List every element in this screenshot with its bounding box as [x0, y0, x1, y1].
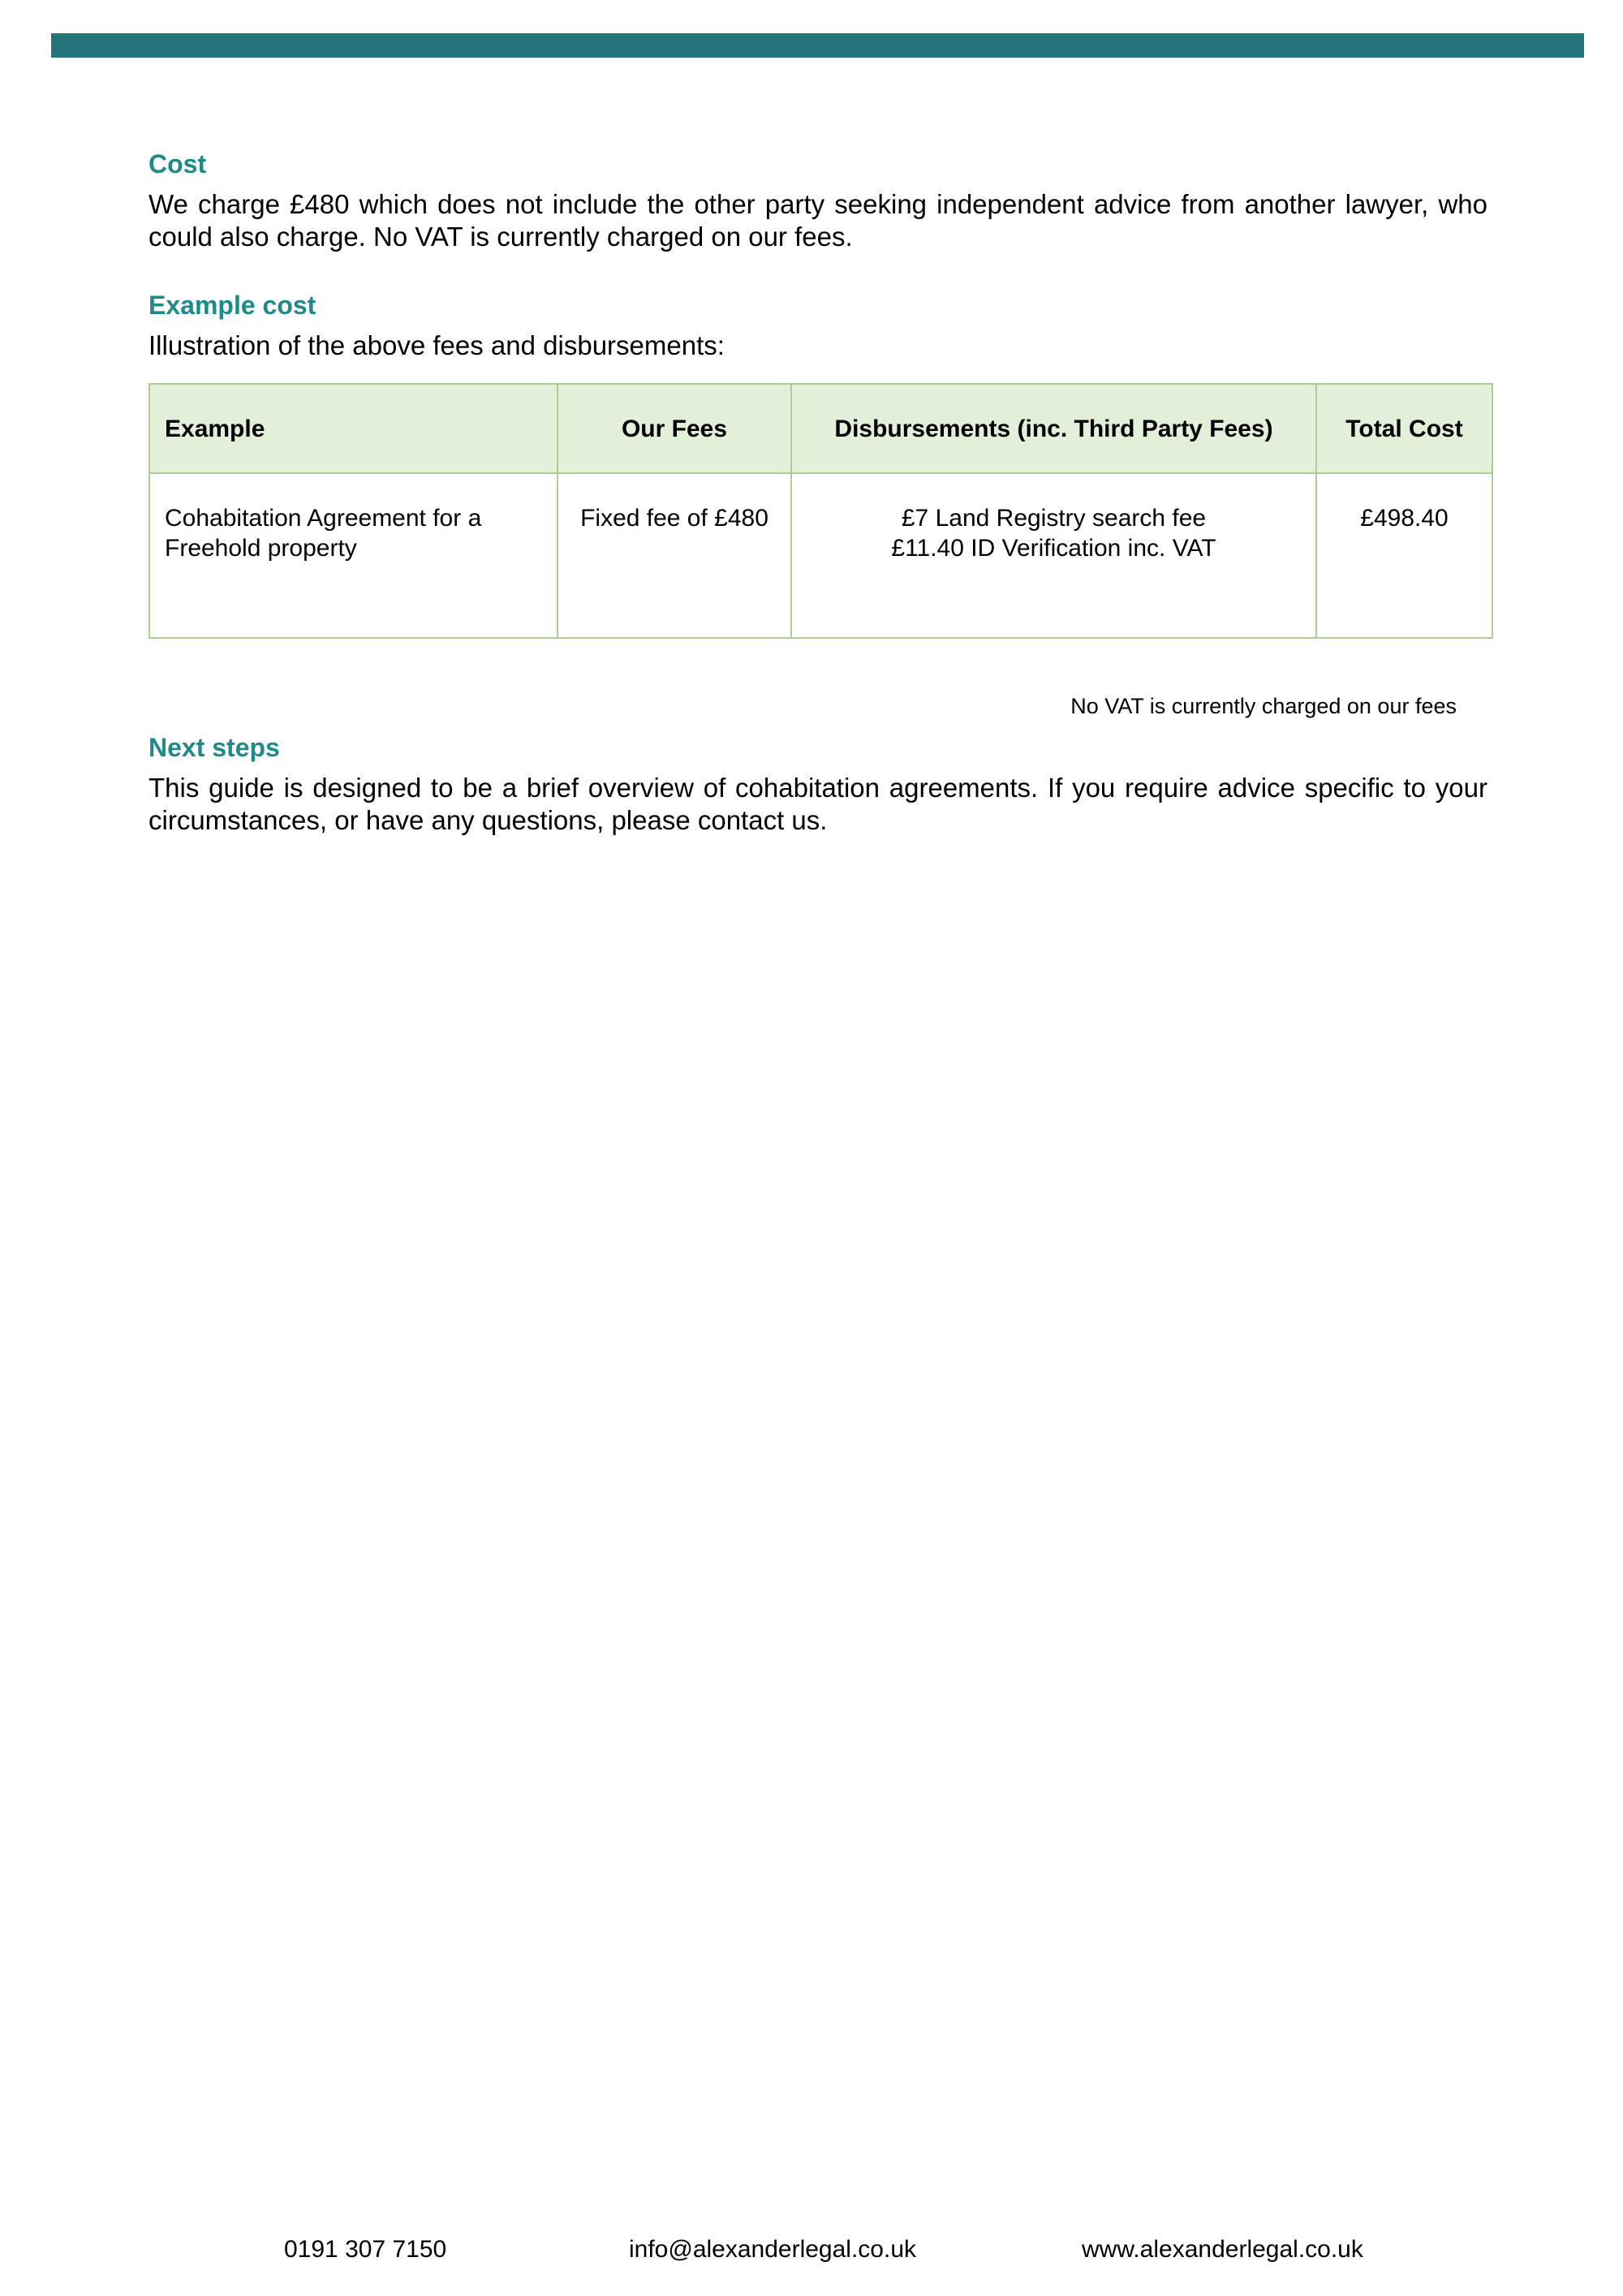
example-cost-section [149, 287, 1487, 720]
cost-heading: Cost [149, 149, 207, 179]
next-steps-paragraph: This guide is designed to be a brief overview of cohabitation agreements. If you require advice specific to your circumstances, or have any questions, please contact us. [149, 773, 1487, 835]
cost-paragraph: We charge £480 which does not include the other party seeking independent advice from another lawyer, who could also charge. No VAT is currently charged on our fees. [149, 189, 1487, 252]
table-row [149, 473, 1492, 638]
spacer [149, 253, 1487, 287]
example-cost-intro: Illustration of the above fees and disbursements: [149, 330, 725, 360]
cost-section [149, 146, 1487, 253]
cell-disbursements [791, 473, 1316, 638]
footer-website[interactable]: www.alexanderlegal.co.uk [1082, 2236, 1363, 2263]
next-steps-section [149, 730, 1487, 837]
fee-table [149, 383, 1493, 639]
cell-example: Cohabitation Agreement for a Freehold property [149, 473, 558, 638]
header-disbursements: Disbursements (inc. Third Party Fees) [791, 384, 1316, 473]
page-content [149, 146, 1487, 837]
header-example: Example [149, 384, 558, 473]
header-our-fees: Our Fees [558, 384, 791, 473]
next-steps-heading: Next steps [149, 733, 280, 762]
header-total-cost: Total Cost [1316, 384, 1492, 473]
footer-phone[interactable]: 0191 307 7150 [284, 2236, 447, 2263]
footer [0, 2234, 1623, 2266]
table-header-row [149, 384, 1492, 473]
example-cost-heading: Example cost [149, 291, 316, 320]
cell-our-fees: Fixed fee of £480 [558, 473, 791, 638]
disbursement-line: £11.40 ID Verification inc. VAT [891, 535, 1216, 562]
footer-email[interactable]: info@alexanderlegal.co.uk [629, 2236, 917, 2263]
cell-total-cost: £498.40 [1316, 473, 1492, 638]
vat-note: No VAT is currently charged on our fees [1070, 694, 1457, 718]
disbursement-line: £7 Land Registry search fee [901, 505, 1207, 532]
header-accent-bar [51, 33, 1584, 58]
